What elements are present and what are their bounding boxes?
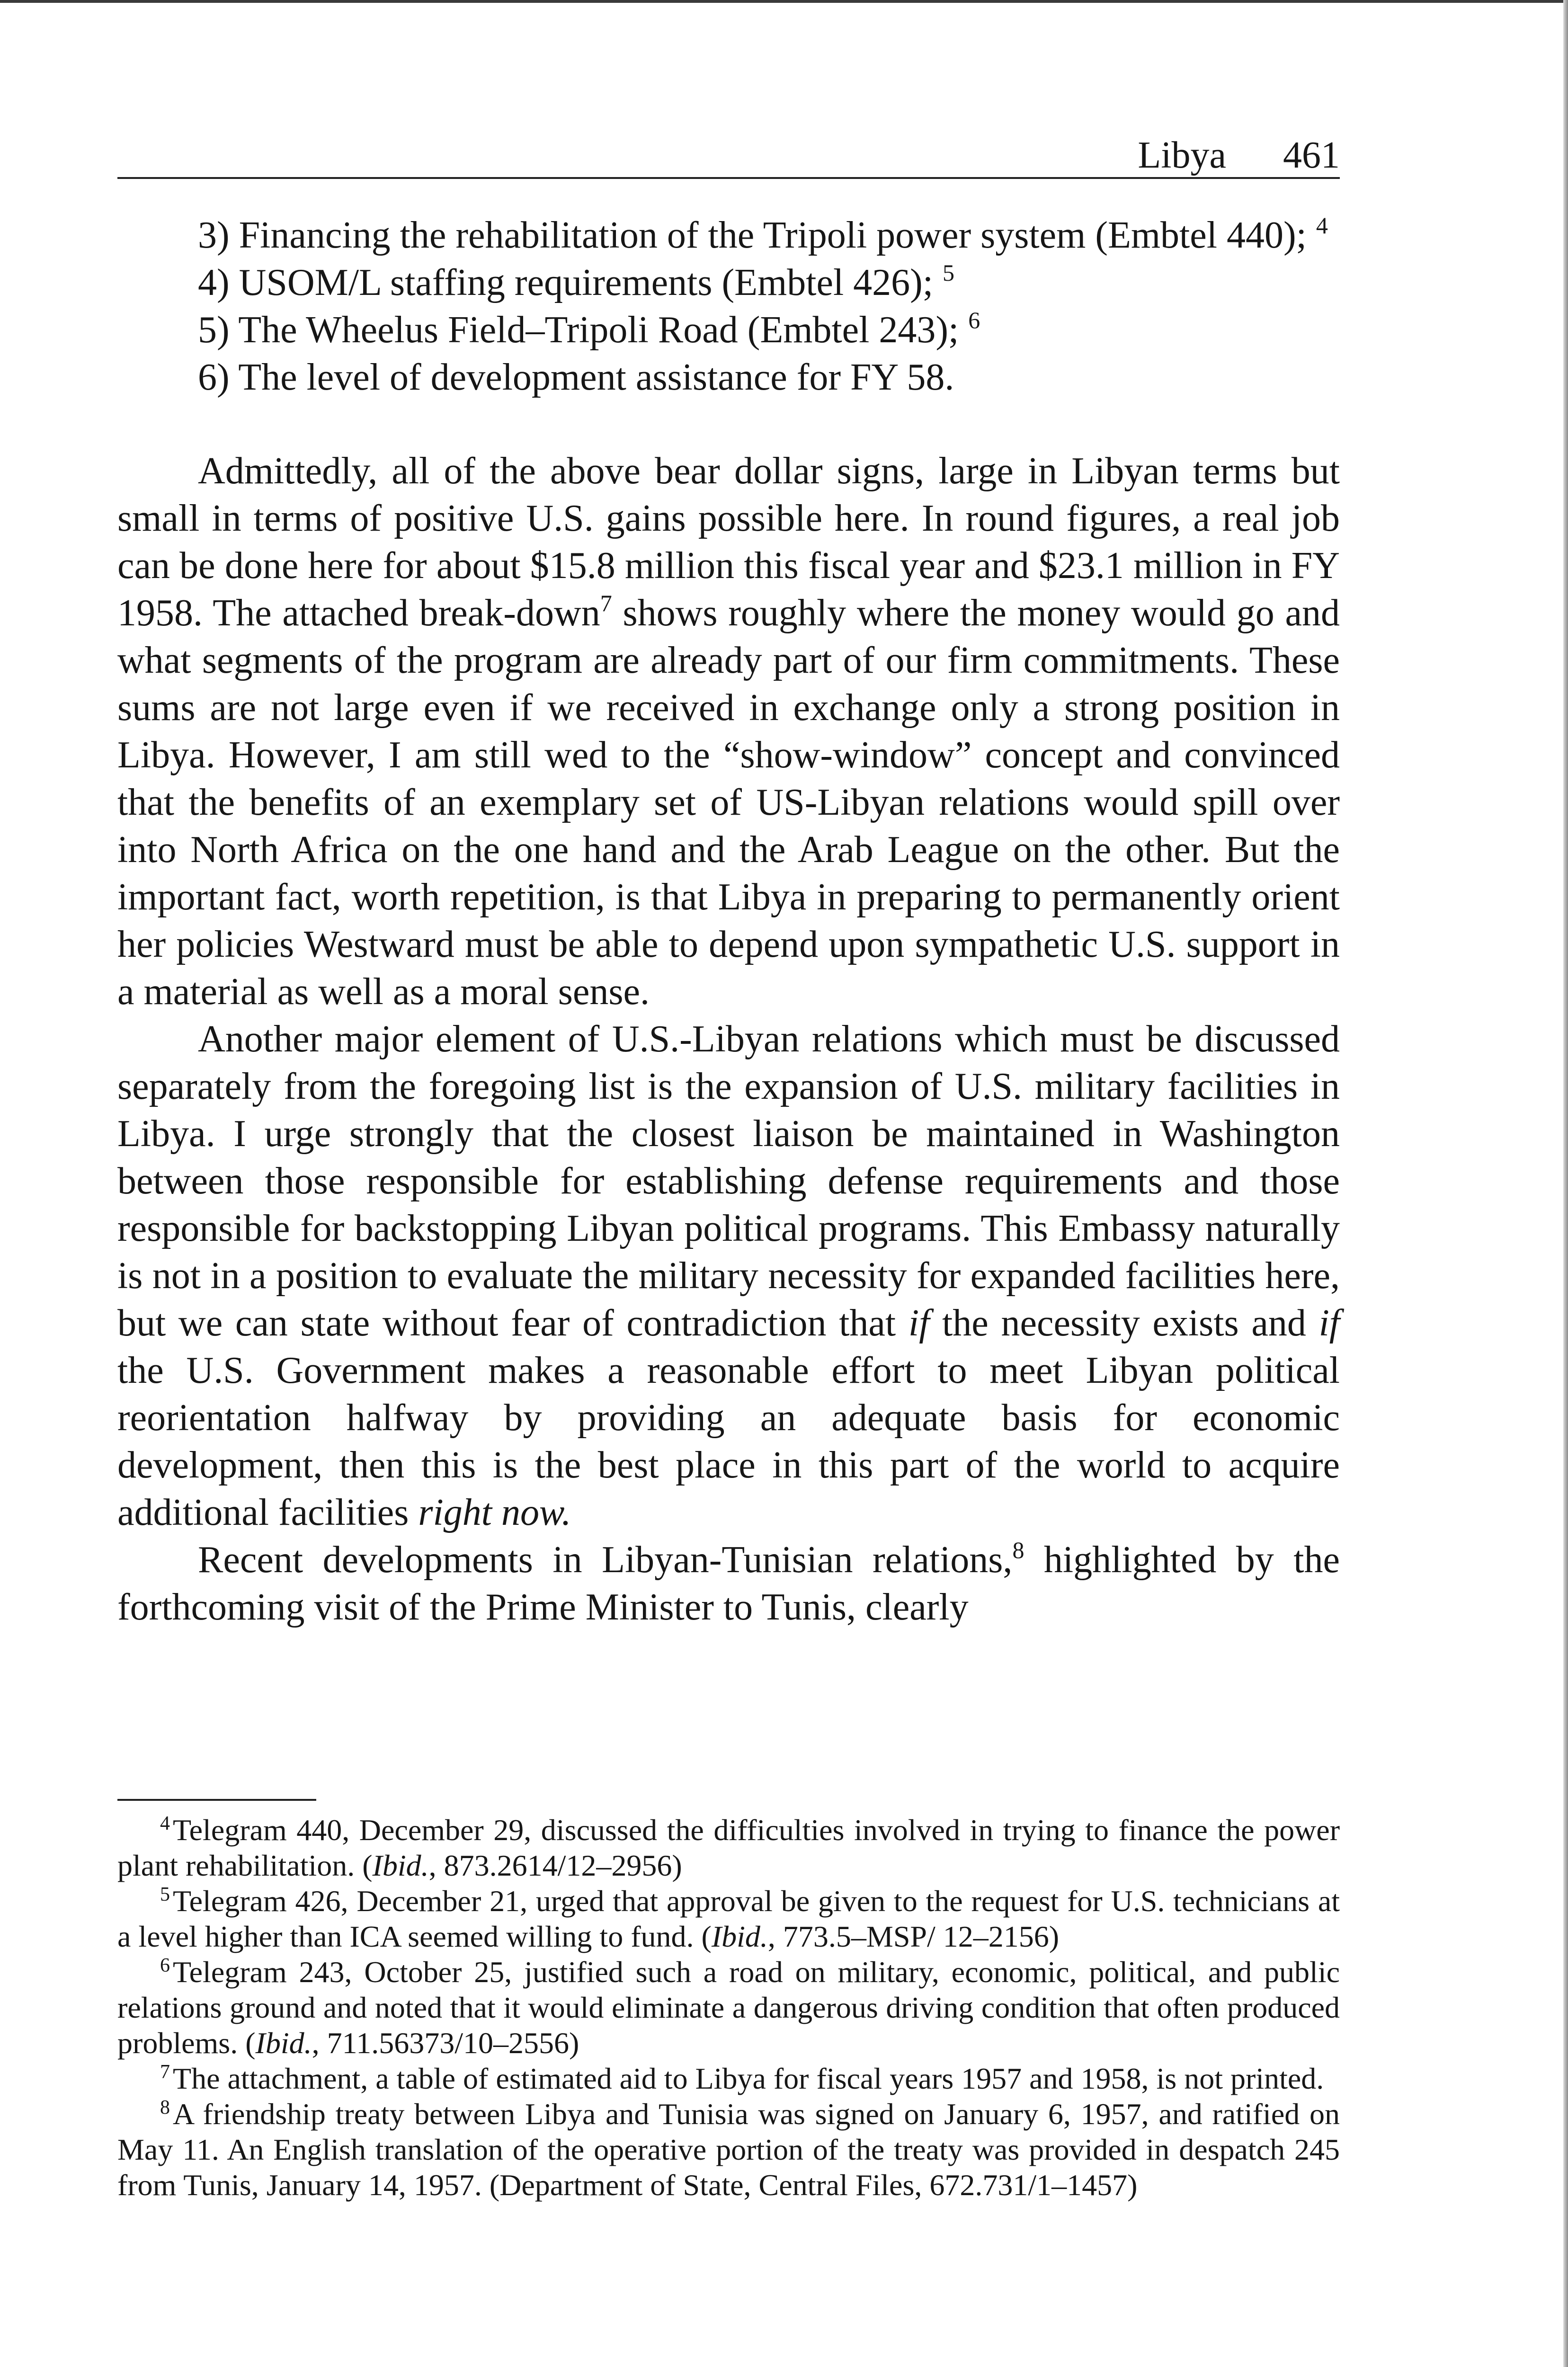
footnote-7 bbox=[117, 2061, 1340, 2096]
paragraph-dollar-signs bbox=[117, 447, 1340, 1015]
running-head-title: Libya bbox=[1138, 134, 1226, 176]
list-item bbox=[117, 259, 1340, 306]
footnote-6 bbox=[117, 1954, 1340, 2061]
footnote-number: 4 bbox=[160, 1813, 170, 1834]
footnote-text: , 773.5–MSP/ 12–2156) bbox=[767, 1920, 1060, 1953]
ibid-text: Ibid. bbox=[255, 2026, 312, 2060]
paragraph-military-facilities bbox=[117, 1015, 1340, 1536]
body-text bbox=[117, 447, 1340, 1631]
list-item-text: 4) USOM/L staffing requirements (Embtel 426); bbox=[198, 262, 934, 303]
footnote-ref: 5 bbox=[943, 259, 955, 286]
page-right-edge bbox=[1563, 0, 1568, 2367]
footnote-ref: 7 bbox=[600, 590, 612, 616]
footnote-divider bbox=[117, 1799, 316, 1801]
list-item-text: 6) The level of development assistance for FY 58. bbox=[198, 356, 954, 398]
footnote-text: Telegram 440, December 29, discussed the difficulties involved in trying to finance the power plant rehabilitation. ( bbox=[117, 1813, 1340, 1882]
footnote-8 bbox=[117, 2096, 1340, 2203]
paragraph-text: the U.S. Government makes a reasonable effort to meet Libyan political reorientation halfway by providing an adequate basis for economic development, then this is the best place in this part of the world to acquire additional facilities bbox=[117, 1350, 1340, 1533]
footnote-text: Telegram 243, October 25, justified such a road on military, economic, political, and public relations ground and noted that it would eliminate a dangerous driving condition that often produced problems. ( bbox=[117, 1955, 1340, 2060]
ibid-text: Ibid. bbox=[372, 1849, 429, 1882]
footnote-text: , 711.56373/10–2556) bbox=[312, 2026, 579, 2060]
footnote-number: 5 bbox=[160, 1884, 170, 1905]
running-head bbox=[117, 127, 1340, 179]
page-number: 461 bbox=[1283, 134, 1340, 176]
list-item-text: 5) The Wheelus Field–Tripoli Road (Embtel 243); bbox=[198, 309, 959, 351]
footnote-text: , 873.2614/12–2956) bbox=[428, 1849, 682, 1882]
footnote-text: A friendship treaty between Libya and Tunisia was signed on January 6, 1957, and ratified on May 11. An English translation of the operative portion of the treaty was provided in despatch 245 from Tunis, January 14, 1957. (Department of State, Central Files, 672.731/1–1457) bbox=[117, 2097, 1340, 2202]
list-item bbox=[117, 354, 1340, 401]
footnote-text: The attachment, a table of estimated aid to Libya for fiscal years 1957 and 1958, is not printed. bbox=[173, 2062, 1324, 2095]
ibid-text: Ibid. bbox=[711, 1920, 768, 1953]
footnote-5 bbox=[117, 1883, 1340, 1954]
footnote-4 bbox=[117, 1812, 1340, 1883]
footnotes bbox=[117, 1812, 1340, 2203]
paragraph-text: shows roughly where the money would go and what segments of the program are already part of our firm commitments. These sums are not large even if we received in exchange only a strong position in Libya. However, I am still wed to the “show-window” concept and convinced that the benefits of an exemplary set of US-Libyan relations would spill over into North Africa on the one hand and the Arab League on the other. But the important fact, worth repetition, is that Libya in preparing to permanently orient her policies Westward must be able to depend upon sympathetic U.S. support in a material as well as a moral sense. bbox=[117, 592, 1340, 1013]
emphasis-text: if bbox=[908, 1302, 930, 1344]
paragraph-libyan-tunisian bbox=[117, 1536, 1340, 1631]
paragraph-text: Recent developments in Libyan-Tunisian relations, bbox=[198, 1539, 1013, 1581]
footnote-ref: 4 bbox=[1316, 212, 1328, 239]
paragraph-text: the necessity exists and bbox=[929, 1302, 1319, 1344]
page-top-edge bbox=[0, 0, 1568, 3]
footnote-number: 8 bbox=[160, 2097, 170, 2118]
list-item bbox=[117, 306, 1340, 354]
footnote-text: Telegram 426, December 21, urged that approval be given to the request for U.S. technicians at a level higher than ICA seemed willing to fund. ( bbox=[117, 1884, 1340, 1953]
footnote-ref: 8 bbox=[1012, 1537, 1025, 1563]
emphasis-text: if bbox=[1319, 1302, 1340, 1344]
footnote-ref: 6 bbox=[968, 307, 980, 333]
list-item bbox=[117, 212, 1340, 259]
paragraph-text: Admittedly, all of the above bear dollar signs, large in Libyan terms but small in terms of positive U.S. gains possible here. In round figures, a real job can be done here for about $15.8 million this fiscal year and $23.1 million in FY 1958. The attached break-down bbox=[117, 450, 1340, 634]
paragraph-text: highlighted by the forthcoming visit of the Prime Minister to Tunis, clearly bbox=[117, 1539, 1340, 1628]
numbered-list bbox=[117, 212, 1340, 401]
footnote-number: 6 bbox=[160, 1955, 170, 1976]
footnote-number: 7 bbox=[160, 2061, 170, 2083]
emphasis-text: right now. bbox=[418, 1492, 571, 1533]
list-item-text: 3) Financing the rehabilitation of the Tripoli power system (Embtel 440); bbox=[198, 214, 1307, 256]
paragraph-text: Another major element of U.S.-Libyan relations which must be discussed separately from the foregoing list is the expansion of U.S. military facilities in Libya. I urge strongly that the closest liaison be maintained in Washington between those responsible for establishing defense requirements and those responsible for backstopping Libyan political programs. This Embassy naturally is not in a position to evaluate the military necessity for expanded facilities here, but we can state without fear of contradiction that bbox=[117, 1018, 1340, 1344]
